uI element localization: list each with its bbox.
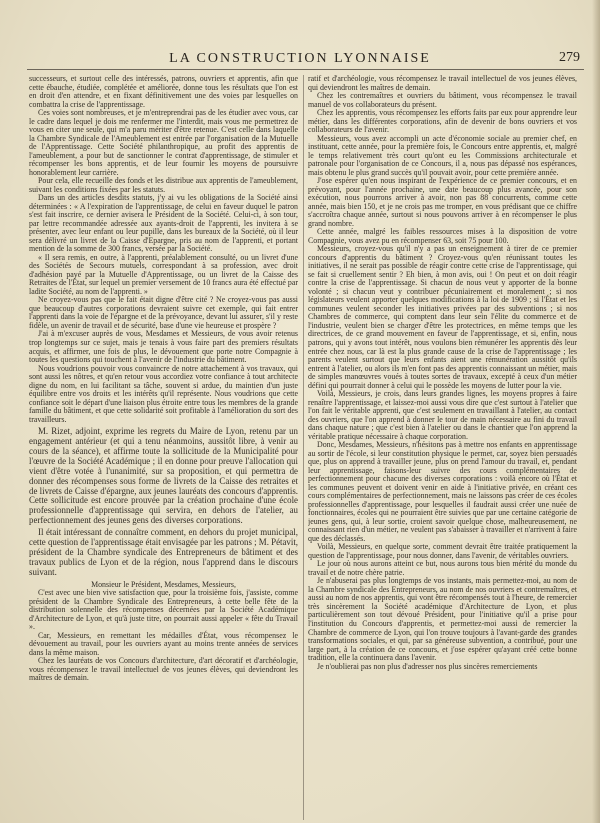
paragraph: Chez les contremaîtres et ouvriers du bâtiment, vous récompensez le travail manuel de vos collaborateurs du présent. [308,91,577,109]
left-text-column [29,75,298,820]
paragraph: Pour cela, elle recueille des fonds et les distribue aux apprentis de l'ameublement, suivant les conditions fixées par les statuts. [29,176,298,194]
paragraph: Je n'oublierai pas non plus d'adresser nos plus sincères remerciements [317,661,538,671]
paragraph: M. Rizet, adjoint, exprime les regrets du Maire de Lyon, retenu par un engagement antérieur (et qui a tenu néanmoins, aussitôt libre, à venir au cours de la séance), et affirme toute la sollicitude de la Municipalité pour l'œuvre de la Société Académique ; il en donne pour preuve l'allocation qui vient d'être votée à l'unanimité, sur sa proposition, et qui permettra de donner des récompenses sous forme de livrets de la Caisse des retraites et de livrets de Caisse d'épargne, aux jeunes lauréats des concours d'apprentis. Cette sollicitude est encore prouvée par la création prochaine d'une école professionnelle d'apprentissage qui servira, en dehors de l'atelier, au perfectionnement des jeunes gens des diverses corporations. [29,426,298,526]
paragraph: Donc, Mesdames, Messieurs, n'hésitons pas à mettre nos enfants en apprentissage au sortir de l'école, si leur constitution physique le permet, car, soyez bien persuadés que, plus on apprend à travailler jeune, plus on prend l'amour du travail, et, pendant leur apprentissage, faisons-leur suivre des cours complémentaires de perfectionnement pour chacune des diverses corporations : voilà encore où l'État et les communes peuvent et doivent venir en aide à l'initiative privée, en créant ces cours complémentaires de perfectionnement, mais ne laissons pas créer de ces écoles professionnelles d'apprentissage, pour lesquelles il faudrait aussi créer une nuée de fonctionnaires, écoles qui ne pourraient être suivies que par une certaine catégorie de jeunes gens, qui, à leur sortie, croient savoir quelque chose, malheureusement, ne connaissant rien d'un métier, ne veulent pas s'abaisser à travailler et n'arrivent à faire que des déclassés. [308,440,577,543]
paragraph: C'est avec une bien vive satisfaction que, pour la troisième fois, j'assiste, comme président de la Chambre Syndicale des Entrepreneurs, à cette belle fête de la distribution solennelle des récompenses décernées par la Société Académique d'Architecture de Lyon, et qu'à juste titre, on pourrait aussi appeler « fête du Travail ». [29,588,298,632]
paragraph: Cette année, malgré les faibles ressources mises à la disposition de votre Compagnie, vous avez pu en récompenser 63, soit 75 pour 100. [308,227,577,245]
paragraph: Messieurs, croyez-vous qu'il n'y a pas un enseignement à tirer de ce premier concours d'apprentis du bâtiment ? Croyez-vous qu'en réunissant toutes les initiatives, il ne serait pas possible de réagir contre cette crise de l'apprentissage, qui se fait si cruellement sentir ? Eh bien, à mon avis, oui ! On peut et on doit réagir contre la crise de l'apprentissage. Si chacun de nous veut y apporter de la bonne volonté ; si chacun veut y contribuer pécuniairement et moralement ; si nos législateurs veulent apporter quelques modifications à la loi de 1909 ; si l'État et les communes veulent seconder les initiatives privées par des subventions ; si nos Chambres de commerce, qui comptent dans leur sein l'élite du commerce et de l'industrie, veulent bien se charger d'être les protectrices, en même temps que les directrices, de ce grand mouvement en faveur de l'apprentissage, et si, enfin, nous patrons, qui y avons tout intérêt, nous voulons bien rémunérer les apprentis dès leur entrée chez nous, car là est la plus grande cause de la crise de l'apprentissage ; les parents veulent surtout que leurs enfants aient une rémunération aussitôt qu'ils entrent à l'atelier, ou alors ils m'en font pas des apprentis connaissant un métier, mais de simples manœuvres voués à toutes sortes de travaux, excepté à ceux d'un métier défini qui pourrait donner à celui qui le possède les moyens de lutter pour la vie. [308,244,577,390]
paragraph: Voilà, Messieurs, je crois, dans leurs grandes lignes, les moyens propres à faire renaître l'apprentissage, et laissez-moi aussi vous dire que c'est surtout à l'atelier que l'on fait le véritable apprenti, que c'est seulement en travaillant à l'atelier, au contact des ouvriers, que l'on apprend à donner le tour de main nécessaire au fini du travail dans chaque nature ; que c'est bien à l'atelier ou dans le chantier que l'on apprend la véritable pratique nécessaire à chaque corporation. [308,389,577,441]
column-divider [303,75,304,820]
paragraph: Je n'abuserai pas plus longtemps de vos instants, mais permettez-moi, au nom de la Chambre syndicale des Entrepreneurs, au nom de nos ouvriers et contremaîtres, et aussi au nom de nos apprentis, qui vont être récompensés tout à l'heure, de remercier très sincèrement la Société académique d'Architecture de Lyon, et plus particulièrement son tout dévoué Président, pour l'initiative qu'il a prise pour l'institution du Concours d'apprentis, et permettez-moi aussi de remercier la Chambre de commerce de Lyon, qui l'on trouve toujours à l'avant-garde des grandes transformations sociales, et qui, par sa généreuse subvention, a contribué, pour une large part, à la création de ce concours, et j'ose espérer qu'ayant créé cette bonne tradition, elle la continuera dans l'avenir. [308,576,577,663]
paragraph: Il était intéressant de connaître comment, en dehors du projet municipal, cette question de l'apprentissage était envisagée par les patrons ; M. Pétavit, président de la Chambre syndicale des Entrepreneurs de bâtiment et des travaux publics de Lyon et de la région, nous l'apprend dans le discours suivant. [29,527,298,577]
paragraph: J'ose espérer qu'en nous inspirant de l'expérience de ce premier concours, et en prévoyant, pour l'année prochaine, une date beaucoup plus avancée, pour son exécution, nous pourrons arriver à avoir, non pas 88 concurrents, comme cette année, mais bien 150, et je ne crois pas me tromper, en vous prédisant que ce chiffre s'accroîtra chaque année, surtout si nous pouvons arriver à en récompenser le plus grand nombre. [308,176,577,228]
paragraph: successeurs, et surtout celle des intéressés, patrons, ouvriers et apprentis, afin que cette ébauche, étudiée, complétée et améliorée, donne tous les résultats que l'on est en droit d'en attendre, et en fixant définitivement une des voies par lesquelles on combattra la crise de l'apprentissage. [29,75,298,109]
paragraph: Ces voies sont nombreuses, et je m'entreprendrai pas de les étudier avec vous, car le cadre dans lequel je dois me renfermer me l'interdit, mais vous me permettrez de vous en citer une seule, qui m'a paru mériter d'être retenue. C'est celle dans laquelle la Chambre Syndicale de l'Ameublement est entrée par l'organisation de la Mutuelle de l'Apprentissage. Cette Société philanthropique, au profit des apprentis de l'ameublement, a pour but de sanctionner le contrat d'apprentissage, de stimuler et récompenser les bons apprentis, et de leur fournir les moyens de poursuivre honorablement leur carrière. [29,108,298,177]
paragraph: « Il sera remis, en outre, à l'apprenti, préalablement consulté, ou un livret d'une des Sociétés de Secours mutuels, correspondant à sa profession, avec droit d'adhésion payé par la Mutuelle d'Apprentissage, ou un livret de la Caisse des Retraites de l'État, sur lequel un premier versement de 10 francs aura été effectué par ladite Société, au nom de l'apprenti. » [29,252,298,296]
speech-salutation: Monsieur le Président, Mesdames, Messieurs, [91,579,236,589]
paragraph: Nous voudrions pouvoir vous convaincre de notre attachement à vos travaux, qui sont aussi les nôtres, et qu'en retour vous accordiez votre confiance à tout architecte digne du nom, en lui facilitant sa tâche, souvent si ardue, du maintien d'un juste équilibre entre vos droits et les intérêts qu'il représente. Nous voudrions que cette confiance soit le départ d'une liaison plus étroite entre tous les membres de la grande famille du bâtiment, et que cette solidarité soit profitable à l'amélioration du sort des travailleurs. [29,363,298,424]
header-rule [27,69,584,70]
paragraph: Voilà, Messieurs, en quelque sorte, comment devrait être traitée pratiquement la question de l'apprentissage, pour nous donner, dans l'avenir, de véritables ouvriers. [308,542,577,560]
paragraph: Chez les apprentis, vous récompensez les efforts faits par eux pour apprendre leur métier, dans les différentes corporations, afin de devenir de bons ouvriers et vos collaborateurs de l'avenir. [308,108,577,135]
page-edge-shadow [592,0,600,823]
paragraph: Le jour où nous aurons atteint ce but, nous aurons tous bien mérité du monde du travail et de notre chère patrie. [308,559,577,577]
paragraph: J'ai à m'excuser auprès de vous, Mesdames et Messieurs, de vous avoir retenus trop longtemps sur ce sujet, mais je tenais à vous faire part des premiers résultats acquis, et affirmer, une fois de plus, le dévouement que porte notre Compagnie à toutes les questions qui touchent à l'avenir de l'industrie du bâtiment. [29,329,298,365]
paragraph: Dans un des articles desdits statuts, j'y ai vu les obligations de la Société ainsi déterminées : « A l'expiration de l'apprentissage, de celui en faveur duquel le patron s'est fait inscrire, ce dernier avisera le Président de la Société. Celui-ci, à son tour, par lettre recommandée adressée aux ayants-droit de l'apprenti, les invitera à se présenter, avec leur enfant ou leur pupille, dans les bureaux de la Société, où il leur sera délivré un livret de la Caisse d'Epargne, pris au nom de l'apprenti, et portant mention de la somme de 300 francs, versée par la Société. [29,193,298,254]
running-title: LA CONSTRUCTION LYONNAISE [169,51,431,66]
paragraph: Chez les lauréats de vos Concours d'architecture, d'art décoratif et d'archéologie, vous récompensez le travail intellectuel de vos jeunes élèves, qui deviendront les maîtres de demain. [29,656,298,683]
paragraph: Car, Messieurs, en remettant les médailles d'État, vous récompensez le dévouement au travail, pour les ouvriers ayant au moins trente années de services dans la même maison. [29,630,298,657]
paragraph: ratif et d'archéologie, vous récompensez le travail intellectuel de vos jeunes élèves, qui deviendront les maîtres de demain. [308,75,577,92]
page-number: 279 [559,50,580,65]
paragraph: Ne croyez-vous pas que le fait était digne d'être cité ? Ne croyez-vous pas aussi que beaucoup d'autres corporations devraient suivre cet exemple, qui fait entrer l'apprenti dans la voie de l'épargne et de la prévoyance, devant lui assurer, s'il y reste fidèle, un avenir de travail et de sécurité, base d'une vie heureuse et prospère ? [29,295,298,330]
right-text-column [308,75,577,820]
page-header [0,0,600,70]
paragraph: Messieurs, vous avez accompli un acte d'économie sociale au premier chef, en instituant, cette année, pour la première fois, le Concours entre apprentis, et, malgré le temps relativement très court qu'ont eu les Commissions architecturale et patronale pour l'organisation de ce Concours, il a, nous pas dépassé nos espérances, mais obtenu le plus grand succès qu'il pouvait avoir, pour cette première année. [308,133,577,177]
